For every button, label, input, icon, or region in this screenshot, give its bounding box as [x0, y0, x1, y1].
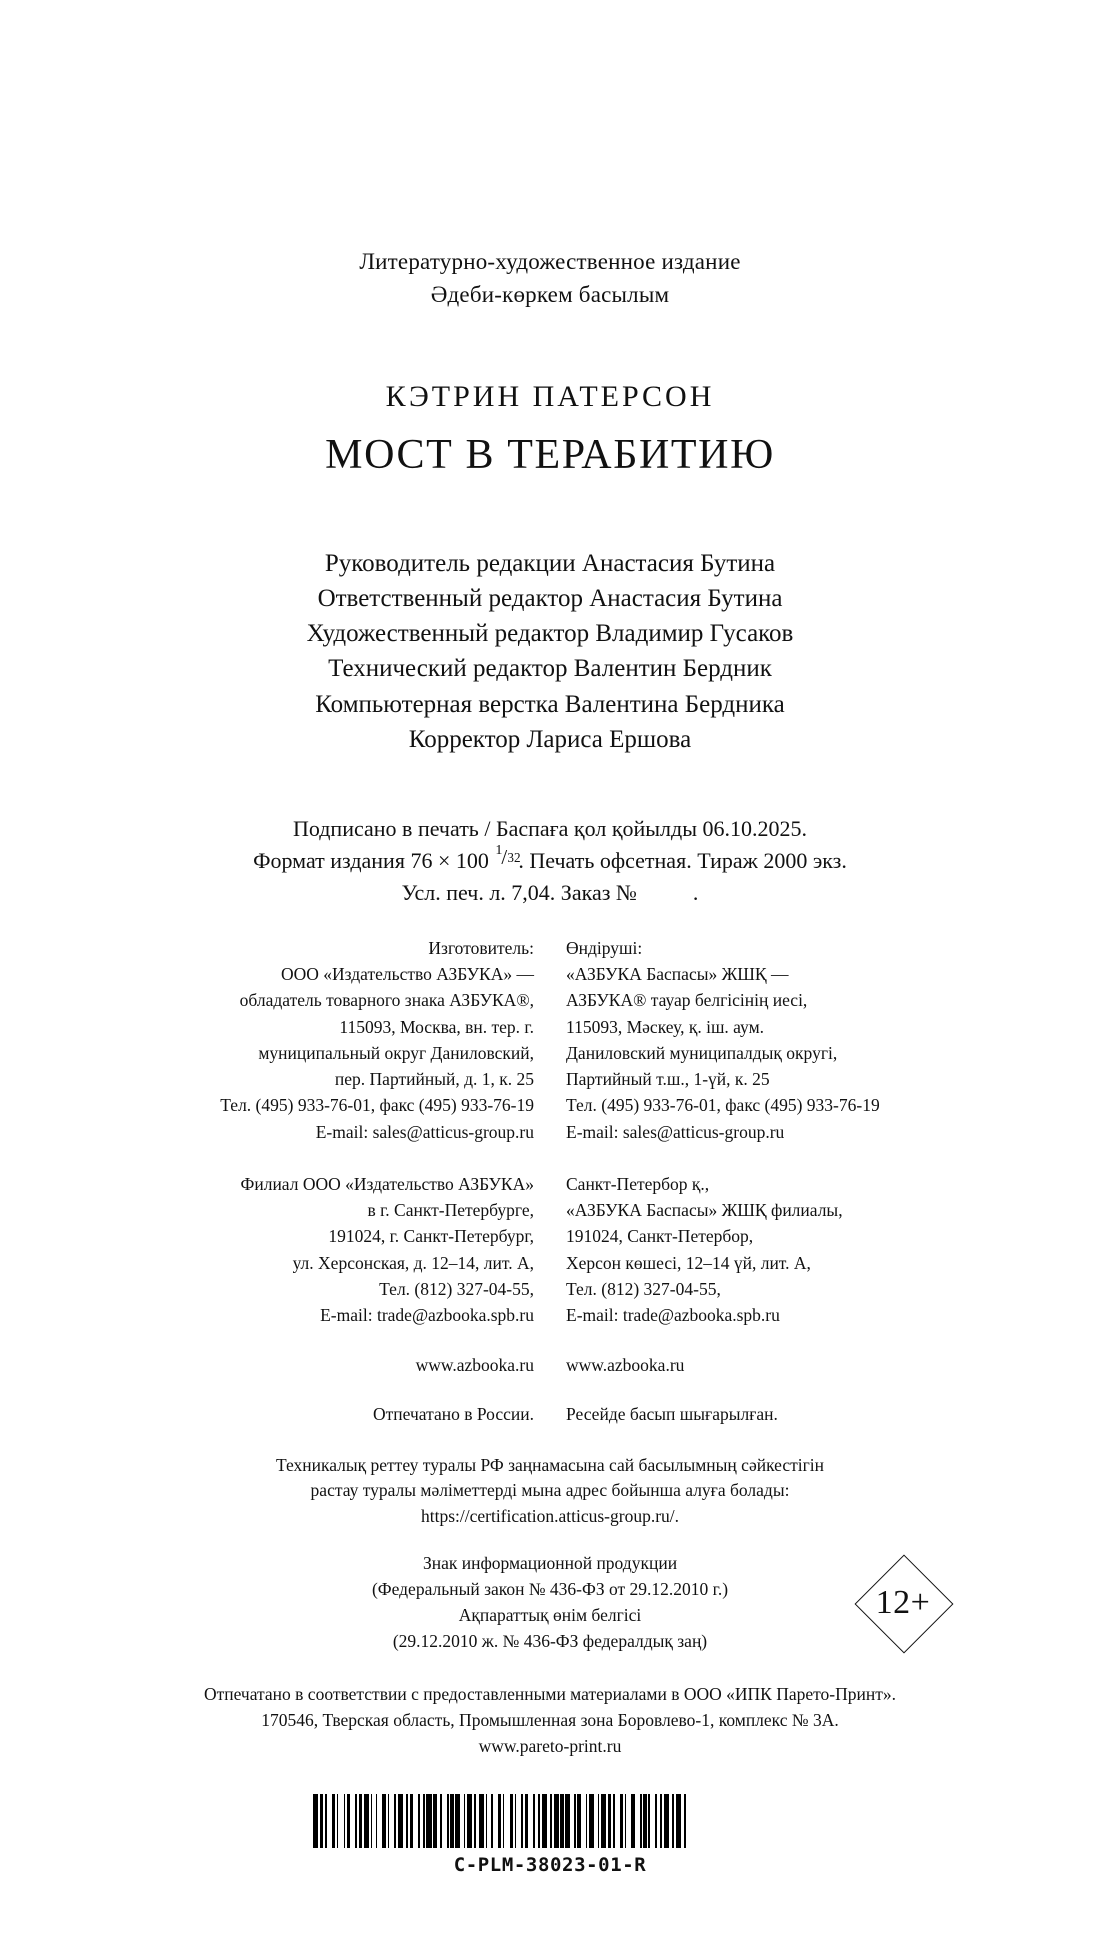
sheets-order-text: Усл. печ. л. 7,04. Заказ №: [401, 879, 637, 905]
manufacturer-group-ru: [204, 935, 534, 1145]
age-mark-line: Знак информационной продукции: [422, 1553, 678, 1574]
branch-line: «АЗБУКА Баспасы» ЖШҚ филиалы,: [566, 1200, 843, 1221]
publisher-line: обладатель товарного знака АЗБУКА®,: [239, 990, 534, 1011]
publisher-bilingual-block: [120, 935, 980, 1379]
fraction-slash: /: [501, 844, 508, 869]
imprint-heading-kz: Әдеби-көркем басылым: [430, 281, 670, 307]
signed-to-print-line: Подписано в печать / Баспаға қол қойылды 06.10.2025.: [292, 816, 808, 842]
format-prefix: Формат издания 76 × 100: [253, 848, 495, 873]
age-mark-labels: [372, 1551, 728, 1655]
printer-line: Отпечатано в соответствии с предоставленными материалами в ООО «ИПК Парето-Принт».: [203, 1683, 897, 1704]
website-ru[interactable]: www.azbooka.ru: [415, 1355, 534, 1376]
credit-line: Руководитель редакции Анастасия Бутина: [324, 549, 776, 577]
publisher-email-ru[interactable]: E-mail: sales@atticus-group.ru: [315, 1121, 534, 1142]
age-mark-line: (29.12.2010 ж. № 436-ФЗ федералдық заң): [392, 1631, 708, 1652]
certification-line: Техникалық реттеу туралы РФ заңнамасына сай басылымның сәйкестігін: [275, 1454, 825, 1475]
certification-line: растау туралы мәліметтерді мына адрес бойынша алуға болады:: [310, 1480, 790, 1501]
publisher-line: 115093, Мәскеу, қ. іш. аум.: [566, 1016, 765, 1037]
book-author: КЭТРИН ПАТЕРСОН: [385, 380, 715, 414]
imprint-heading: [120, 0, 980, 311]
branch-phone-ru: Тел. (812) 327-04-55,: [379, 1278, 534, 1299]
age-rating-value: 12+: [875, 1584, 931, 1622]
website-kz[interactable]: www.azbooka.ru: [566, 1355, 685, 1376]
credit-line: Художественный редактор Владимир Гусаков: [306, 620, 794, 648]
publisher-phone-kz: Тел. (495) 933-76-01, факс (495) 933-76-19: [566, 1095, 880, 1116]
branch-email-kz[interactable]: E-mail: trade@azbooka.spb.ru: [566, 1305, 780, 1326]
credit-line: Ответственный редактор Анастасия Бутина: [317, 584, 783, 612]
credits-block: [120, 546, 980, 758]
age-mark-line: Ақпараттық өнім белгісі: [458, 1605, 642, 1626]
credit-line: Компьютерная верстка Валентина Бердника: [315, 690, 785, 718]
publisher-line: муниципальный округ Даниловский,: [258, 1042, 534, 1063]
branch-line: Филиал ООО «Издательство АЗБУКА»: [240, 1173, 534, 1194]
age-mark-line: (Федеральный закон № 436-ФЗ от 29.12.2010 г.): [371, 1579, 729, 1600]
format-line: [120, 842, 980, 877]
publisher-line: Даниловский муниципалдық округі,: [566, 1042, 838, 1063]
publisher-line: АЗБУКА® тауар белгісінің иесі,: [566, 990, 808, 1011]
publisher-line: ООО «Издательство АЗБУКА» —: [280, 964, 534, 985]
credit-line: Корректор Лариса Ершова: [408, 725, 692, 753]
publisher-line: пер. Партийный, д. 1, к. 25: [334, 1069, 534, 1090]
branch-email-ru[interactable]: E-mail: trade@azbooka.spb.ru: [320, 1305, 534, 1326]
publisher-column-ru: [204, 935, 550, 1379]
printer-website[interactable]: www.pareto-print.ru: [478, 1736, 622, 1757]
print-info-block: [120, 813, 980, 909]
book-title: МОСТ В ТЕРАБИТИЮ: [325, 432, 775, 479]
publisher-line: «АЗБУКА Баспасы» ЖШҚ —: [566, 964, 789, 985]
branch-line: 191024, Санкт-Петербор,: [566, 1226, 754, 1247]
publisher-line: Партийный т.ш., 1-үй, к. 25: [566, 1069, 770, 1090]
publisher-line: 115093, Москва, вн. тер. г.: [339, 1016, 534, 1037]
fraction-numerator: 1: [495, 842, 503, 859]
branch-line: 191024, г. Санкт-Петербург,: [328, 1226, 534, 1247]
printed-in-kz: Ресейде басып шығарылған.: [566, 1403, 778, 1424]
barcode-image: [313, 1794, 787, 1848]
branch-phone-kz: Тел. (812) 327-04-55,: [566, 1278, 721, 1299]
manufacturer-label-kz: Өндіруші:: [566, 937, 643, 958]
age-mark-block: [120, 1551, 980, 1655]
fraction-denominator: 32: [507, 849, 521, 865]
certification-block: [120, 1453, 980, 1530]
publisher-email-kz[interactable]: E-mail: sales@atticus-group.ru: [566, 1121, 785, 1142]
sheets-order-period: .: [692, 879, 699, 905]
manufacturer-label-ru: Изготовитель:: [428, 937, 534, 958]
branch-line: Херсон көшесі, 12–14 үй, лит. А,: [566, 1252, 811, 1273]
printer-block: [120, 1681, 980, 1760]
printer-address: 170546, Тверская область, Промышленная зона Боровлево-1, комплекс № 3А.: [261, 1710, 839, 1731]
age-rating-badge: [855, 1555, 951, 1651]
barcode-label: C-PLM-38023-01-R: [453, 1853, 647, 1876]
printed-in-ru: Отпечатано в России.: [373, 1403, 534, 1424]
branch-group-kz: [566, 1171, 896, 1329]
publisher-phone-ru: Тел. (495) 933-76-01, факс (495) 933-76-19: [220, 1095, 534, 1116]
barcode-block: [120, 1794, 980, 1876]
format-suffix: . Печать офсетная. Тираж 2000 экз.: [518, 848, 847, 873]
imprint-heading-ru: Литературно-художественное издание: [359, 249, 741, 274]
sheets-order-line: [120, 877, 980, 909]
format-fraction: [494, 842, 521, 869]
manufacturer-group-kz: [566, 935, 896, 1145]
credit-line: Технический редактор Валентин Бердник: [328, 655, 772, 683]
branch-line: ул. Херсонская, д. 12–14, лит. А,: [292, 1252, 534, 1273]
branch-line: Санкт-Петербор қ.,: [566, 1173, 710, 1194]
branch-line: в г. Санкт-Петербурге,: [367, 1200, 534, 1221]
printed-in-row: [120, 1401, 980, 1427]
certification-url[interactable]: https://certification.atticus-group.ru/.: [420, 1505, 680, 1526]
branch-group-ru: [204, 1171, 534, 1329]
publisher-column-kz: [550, 935, 896, 1379]
